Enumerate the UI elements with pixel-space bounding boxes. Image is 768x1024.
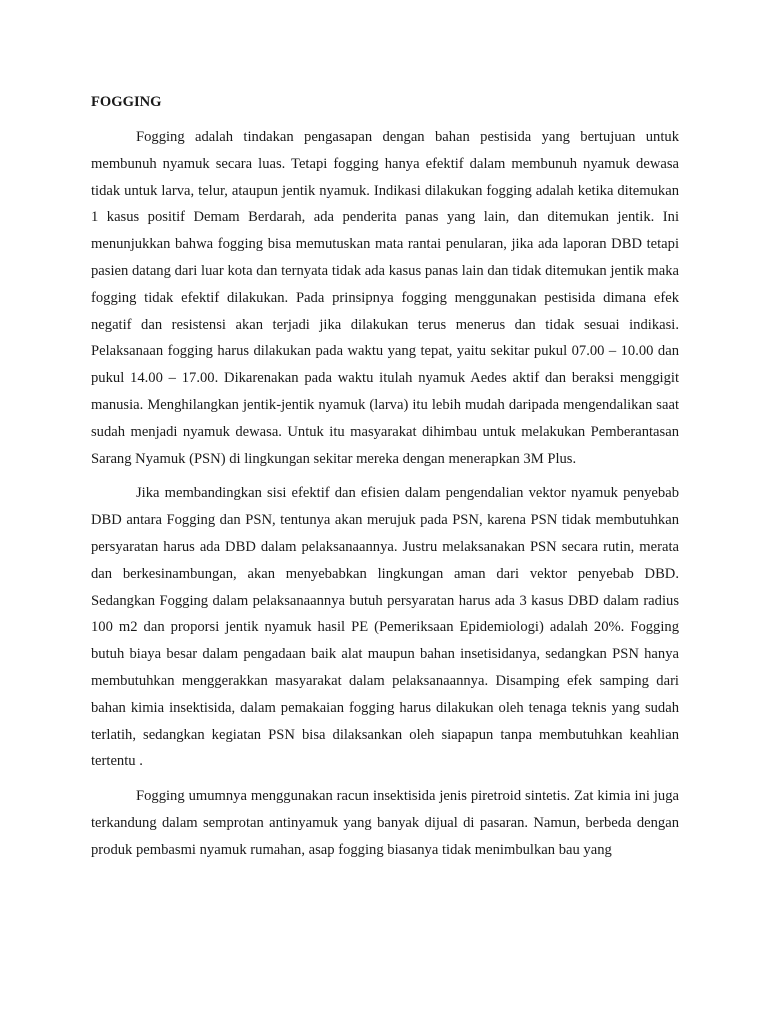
paragraph-1: Fogging adalah tindakan pengasapan dengan bahan pestisida yang bertujuan untuk membunuh nyamuk secara luas. Tetapi fogging hanya efektif dalam membunuh nyamuk dewasa tidak untuk larva, telur, ataupun jentik nyamuk. Indikasi dilakukan fogging adalah ketika ditemukan 1 kasus positif Demam Berdarah, ada penderita panas yang lain, dan ditemukan jentik. Ini menunjukkan bahwa fogging bisa memutuskan mata rantai penularan, jika ada laporan DBD tetapi pasien datang dari luar kota dan ternyata tidak ada kasus panas lain dan tidak ditemukan jentik maka fogging tidak efektif dilakukan. Pada prinsipnya fogging menggunakan pestisida dimana efek negatif dan resistensi akan terjadi jika dilakukan terus menerus dan tidak sesuai indikasi. Pelaksanaan fogging harus dilakukan pada waktu yang tepat, yaitu sekitar pukul 07.00 – 10.00 dan pukul 14.00 – 17.00. Dikarenakan pada waktu itulah nyamuk Aedes aktif dan beraksi menggigit manusia. Menghilangkan jentik-jentik nyamuk (larva) itu lebih mudah daripada mengendalikan saat sudah menjadi nyamuk dewasa. Untuk itu masyarakat dihimbau untuk melakukan Pemberantasan Sarang Nyamuk (PSN) di lingkungan sekitar mereka dengan menerapkan 3M Plus. bbox=[91, 129, 679, 467]
document-heading: FOGGING bbox=[91, 94, 162, 110]
paragraph-2: Jika membandingkan sisi efektif dan efisien dalam pengendalian vektor nyamuk penyebab DBD antara Fogging dan PSN, tentunya akan merujuk pada PSN, karena PSN tidak membutuhkan persyaratan harus ada DBD dalam pelaksanaannya. Justru melaksanakan PSN secara rutin, merata dan berkesinambungan, akan menyebabkan lingkungan aman dari vektor penyebab DBD. Sedangkan Fogging dalam pelaksanaannya butuh persyaratan harus ada 3 kasus DBD dalam radius 100 m2 dan proporsi jentik nyamuk hasil PE (Pemeriksaan Epidemiologi) adalah 20%. Fogging butuh biaya besar dalam pengadaan baik alat maupun bahan insetisidanya, sedangkan PSN hanya membutuhkan menggerakkan masyarakat dalam pelaksanaannya. Disamping efek samping dari bahan kimia insektisida, dalam pemakaian fogging harus dilakukan oleh tenaga teknis yang sudah terlatih, sedangkan kegiatan PSN bisa dilaksankan oleh siapapun tanpa membutuhkan keahlian tertentu . bbox=[91, 485, 679, 770]
document-body bbox=[91, 91, 679, 872]
paragraph-3: Fogging umumnya menggunakan racun insektisida jenis piretroid sintetis. Zat kimia ini juga terkandung dalam semprotan antinyamuk yang banyak dijual di pasaran. Namun, berbeda dengan produk pembasmi nyamuk rumahan, asap fogging biasanya tidak menimbulkan bau yang bbox=[91, 788, 679, 858]
